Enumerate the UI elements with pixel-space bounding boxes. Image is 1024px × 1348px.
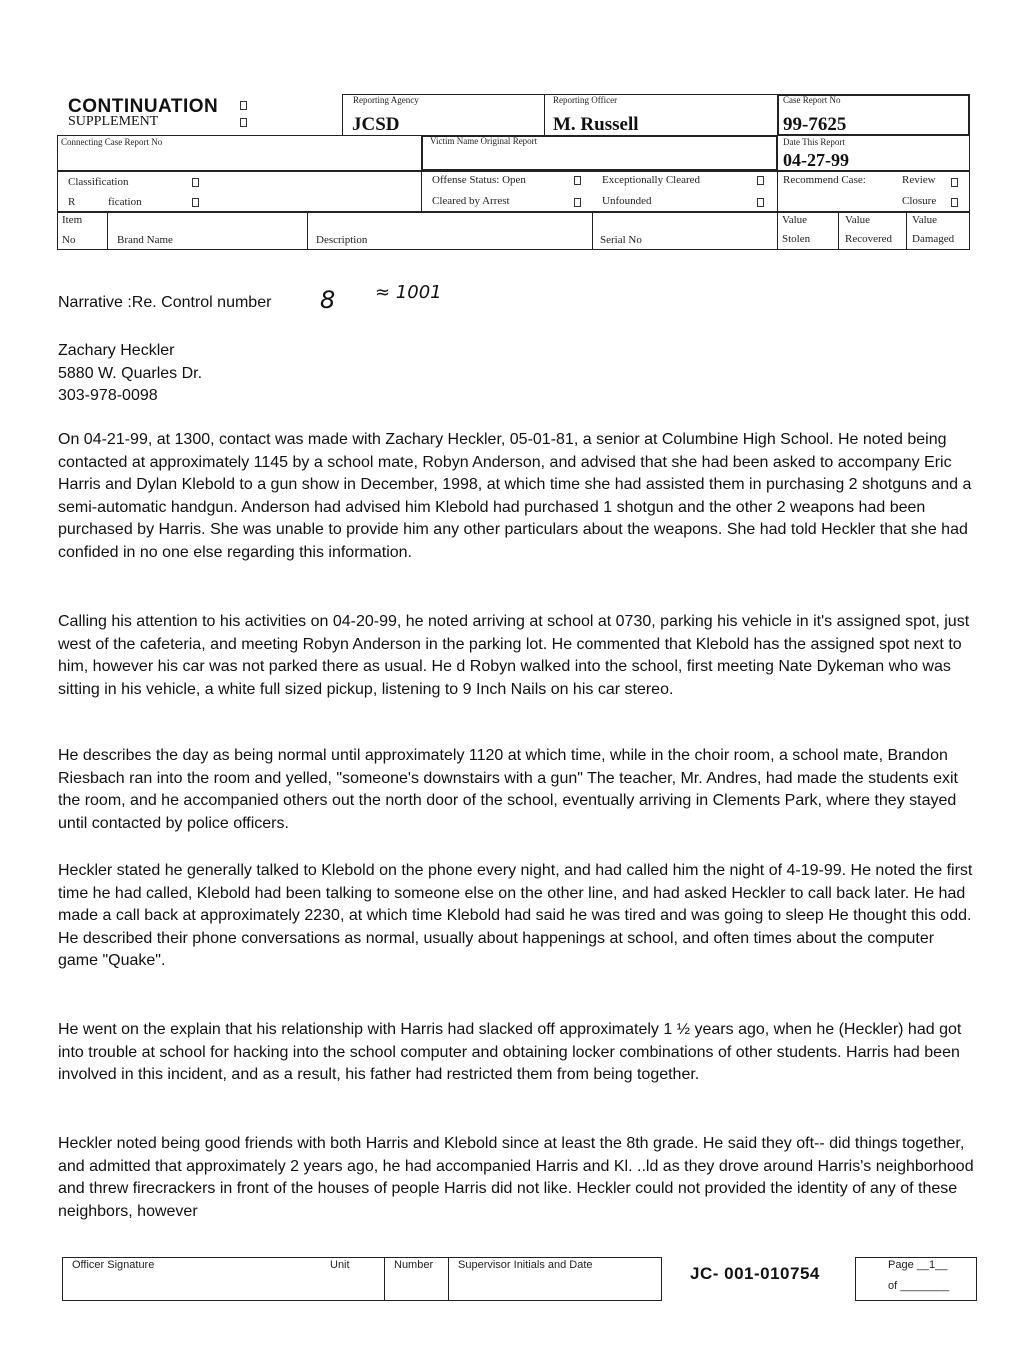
classification-label: Classification [68,176,129,188]
number-label: Number [394,1259,434,1271]
date-this-report-value: 04-27-99 [783,150,849,170]
narrative-paragraph: Calling his attention to his activities on 04-20-99, he noted arriving at school at 0730, parking his vehicle in it's assigned spot, just west of the cafeteria, and meeting Robyn Anderson in the parking lot. He commented that Klebold has the assigned spot next to him, however his car was not parked there as usual. He d Robyn walked into the school, first meeting Nate Dykeman who was sitting in his vehicle, a white full sized pickup, listening to 9 Inch Nails on his car stereo. [58,613,970,698]
officer-signature-label: Officer Signature [72,1259,155,1271]
divider [544,94,545,136]
form-subtitle: SUPPLEMENT [68,114,159,129]
value-damaged-label-1: Value [912,214,938,226]
unfounded-label: Unfounded [602,195,652,207]
review-checkbox[interactable] [951,178,958,187]
reporting-officer-value: M. Russell [553,114,639,135]
divider [777,171,778,212]
victim-name-label: Victim Name Original Report [430,136,538,146]
divider [906,212,907,250]
closure-checkbox[interactable] [951,198,958,207]
narrative-paragraph: He describes the day as being normal until approximately 1120 at which time, while in the choir room, a school mate, Brandon Riesbach ran into the room and yelled, "someone's downstairs with a gun" The teacher, Mr. Andres, had made the students exit the room, and he accompanied others out the north door of the school, eventually arriving in Clements Park, where they stayed until contacted by police officers. [58,747,958,832]
exceptionally-cleared-checkbox[interactable] [757,176,764,185]
offense-open-checkbox[interactable] [574,176,581,185]
reclassification-label: fication [108,196,142,208]
unit-label: Unit [330,1259,350,1271]
unfounded-checkbox[interactable] [757,198,764,207]
serial-no-label: Serial No [600,234,642,246]
reporting-agency-value: JCSD [352,114,400,135]
divider [592,212,593,250]
narrative-paragraph: He went on the explain that his relationship with Harris had slacked off approximately 1 ½ years ago, when he (Heckler) had got into trouble at school for hacking into the school computer and obtaining locker combinations of other students. Harris had been involved in this incident, and as a result, his father had restricted them from being together. [58,1021,962,1083]
value-stolen-label-2: Stolen [782,233,811,245]
divider [107,212,108,250]
recommend-case-label: Recommend Case: [783,174,866,186]
form-title: CONTINUATION [68,96,219,117]
of-label: of ________ [888,1280,950,1292]
narrative-heading: Narrative :Re. Control number [58,294,272,311]
description-label: Description [316,234,368,246]
item-no-label-2: No [62,234,76,246]
narrative-paragraph: On 04-21-99, at 1300, contact was made with Zachary Heckler, 05-01-81, a senior at Columbine High School. He noted being contacted at approximately 1145 by a school mate, Robyn Anderson, and advised that she had been asked to accompany Eric Harris and Dylan Klebold to a gun show in December, 1998, at which time she had assisted them in purchasing 2 shotguns and a semi-automatic handgun. Anderson had advised him Klebold had purchased 1 shotgun and the other 2 weapons had been purchased by Harris. She was unable to provide him any other particulars about the weapons. She had told Heckler that she had confided in no one else regarding this information. [58,431,972,561]
exceptionally-cleared-label: Exceptionally Cleared [602,174,701,186]
value-recovered-label-1: Value [845,214,871,226]
divider [777,212,778,250]
classification-checkbox[interactable] [192,178,199,187]
item-no-label-1: Item [62,214,83,226]
divider [384,1257,385,1301]
page-label: Page __1__ [888,1259,948,1271]
value-stolen-label-1: Value [782,214,808,226]
handwritten-control-number-2: ≈ 1001 [375,282,442,303]
divider [421,171,422,212]
continuation-checkbox[interactable] [240,101,247,110]
reclassification-checkbox[interactable] [192,198,199,207]
reporting-agency-label: Reporting Agency [353,95,419,105]
date-this-report-label: Date This Report [783,137,845,147]
offense-status-open-label: Offense Status: Open [432,174,526,186]
narrative-paragraph: Heckler stated he generally talked to Klebold on the phone every night, and had called him the night of 4-19-99. He noted the first time he had called, Klebold had been talking to someone else on the other line, and had asked Heckler to call back later. He had made a call back at approximately 2230, at which time Klebold had said he was tired and was going to sleep He thought this odd. He described their phone conversations as normal, usually about happenings at school, and often times about the computer game "Quake". [58,862,973,969]
case-report-no-value: 99-7625 [783,114,847,135]
value-damaged-label-2: Damaged [912,233,955,245]
bates-number: JC- 001-010754 [690,1264,820,1283]
connecting-case-label: Connecting Case Report No [61,137,163,147]
subject-name: Zachary Heckler [58,342,175,359]
brand-name-label: Brand Name [117,234,173,246]
reporting-officer-label: Reporting Officer [553,95,618,105]
case-report-no-label: Case Report No [783,95,841,105]
cleared-by-arrest-label: Cleared by Arrest [432,195,510,207]
divider [307,212,308,250]
divider [448,1257,449,1301]
property-table-header [57,212,970,250]
review-label: Review [902,174,936,186]
value-recovered-label-2: Recovered [845,233,893,245]
closure-label: Closure [902,195,937,207]
supervisor-initials-label: Supervisor Initials and Date [458,1259,593,1271]
supplement-checkbox[interactable] [240,118,247,127]
cleared-by-arrest-checkbox[interactable] [574,198,581,207]
divider [838,212,839,250]
subject-info [58,340,978,408]
narrative-paragraph: Heckler noted being good friends with both Harris and Klebold since at least the 8th grade. He said they oft-- did things together, and admitted that approximately 2 years ago, he had accompanied Harris and Kl. ..ld as they drove around Harris's neighborhood and threw firecrackers in front of the houses of people Harris did not like. Heckler could not provided the identity of any of these neighbors, however [58,1135,974,1220]
subject-phone: 303-978-0098 [58,387,158,404]
reclassification-label-r: R [68,196,76,208]
subject-address: 5880 W. Quarles Dr. [58,364,203,382]
handwritten-control-number-1: 8 [320,286,336,314]
